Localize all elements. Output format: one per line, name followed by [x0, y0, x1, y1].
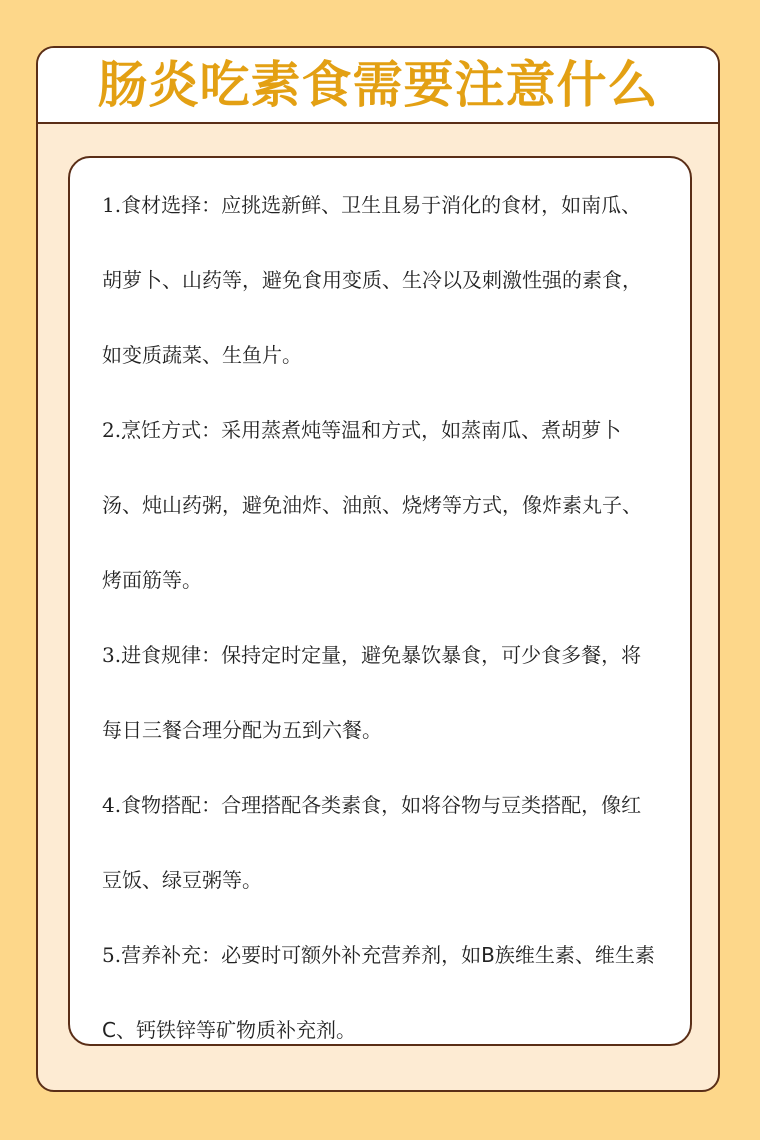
item-number: 1.: [102, 193, 122, 217]
item-number: 4.: [102, 793, 122, 817]
item-number: 2.: [102, 418, 122, 442]
item-text: 进食规律：保持定时定量，避免暴饮暴食，可少食多餐，将每日三餐合理分配为五到六餐。: [102, 643, 642, 742]
content-panel: [68, 156, 692, 1046]
item-text: 食材选择：应挑选新鲜、卫生且易于消化的食材，如南瓜、胡萝卜、山药等，避免食用变质、生冷以及刺激性强的素食，如变质蔬菜、生鱼片。: [102, 193, 642, 367]
list-item: [102, 618, 660, 768]
list-item: [102, 393, 660, 618]
item-text: 食物搭配：合理搭配各类素食，如将谷物与豆类搭配，像红豆饭、绿豆粥等。: [102, 793, 642, 892]
item-number: 3.: [102, 643, 122, 667]
article-card: [36, 46, 720, 1092]
item-text: 烹饪方式：采用蒸煮炖等温和方式，如蒸南瓜、煮胡萝卜汤、炖山药粥，避免油炸、油煎、烧烤等方式，像炸素丸子、烤面筋等。: [102, 418, 642, 592]
list-item: [102, 918, 660, 1068]
list-item: [102, 768, 660, 918]
page-title: 肠炎吃素食需要注意什么: [97, 56, 659, 114]
item-number: 5.: [102, 943, 122, 967]
item-text: 营养补充：必要时可额外补充营养剂，如B族维生素、维生素C、钙铁锌等矿物质补充剂。: [102, 943, 655, 1042]
list-item: [102, 168, 660, 393]
title-bar: [38, 48, 718, 124]
